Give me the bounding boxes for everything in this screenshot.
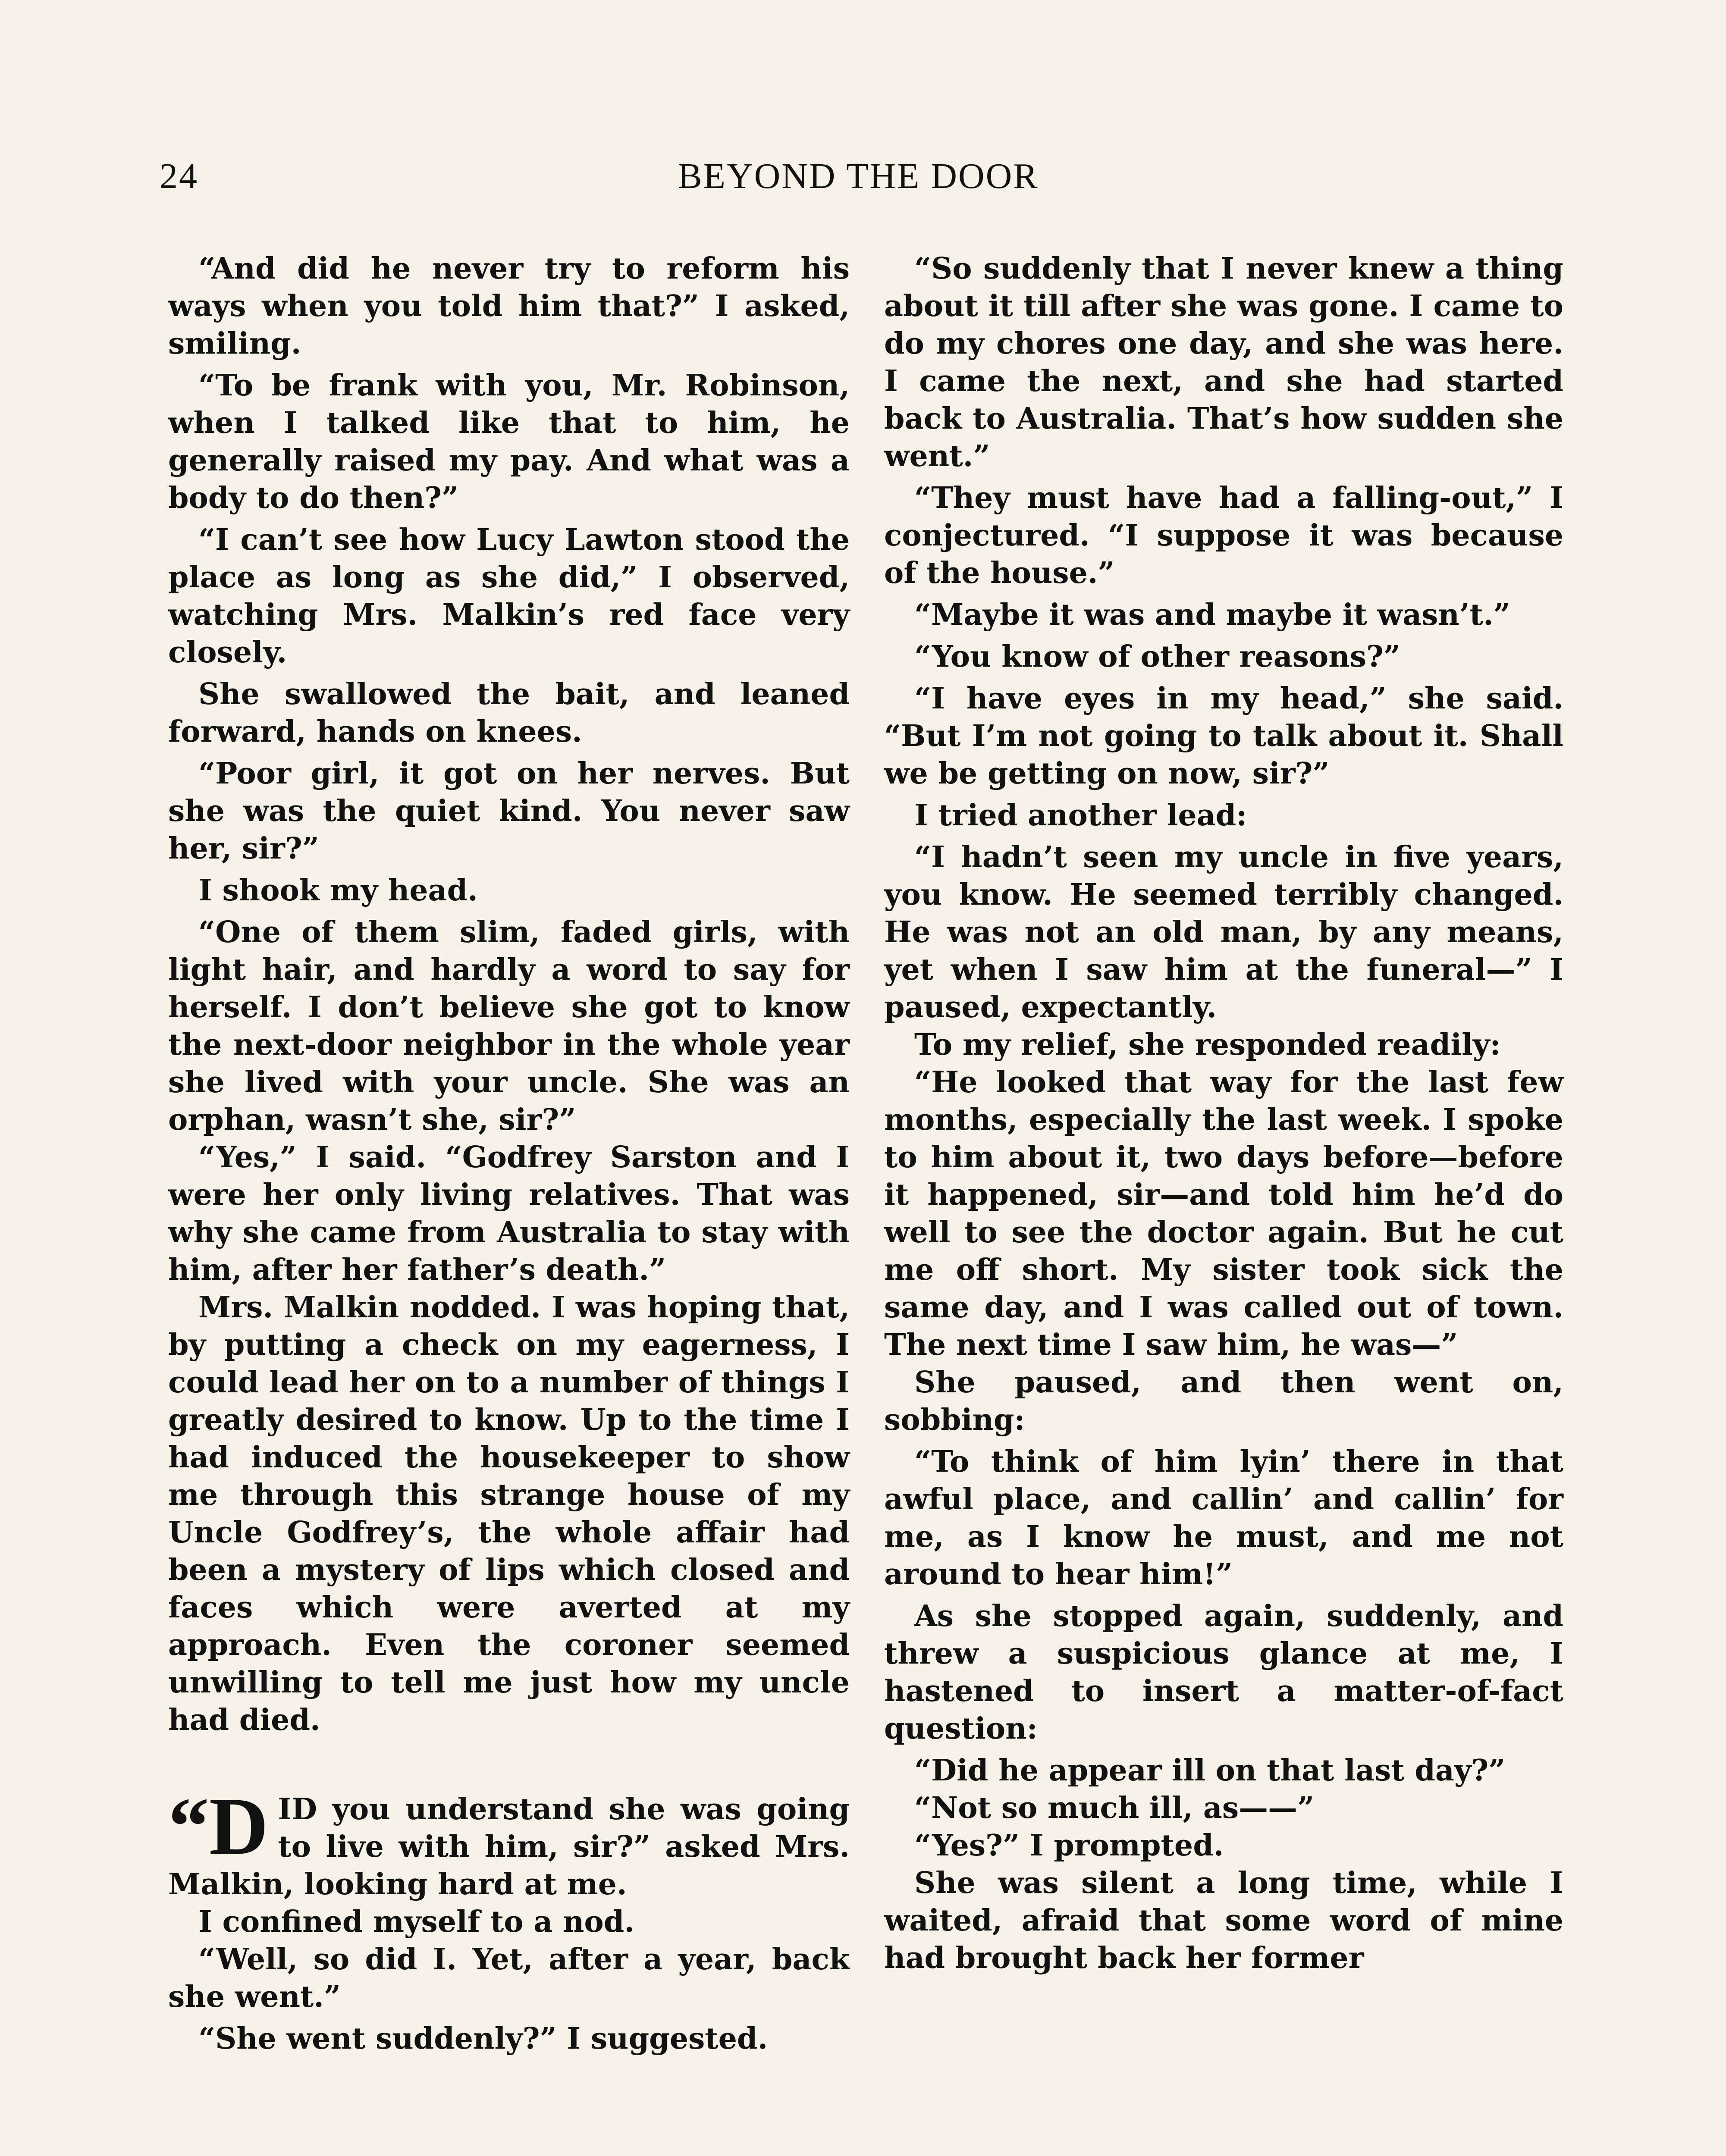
paragraph: “Not so much ill, as——”: [914, 1791, 1315, 1825]
left-column: [168, 246, 850, 2058]
paragraph: “You know of other reasons?”: [914, 639, 1400, 674]
dropcap-paragraph-text: ID you understand she was going to live with him, sir?” asked Mrs. Malkin, looking hard at me.: [168, 1792, 850, 1902]
paragraph: “They must have had a falling-out,” I conjectured. “I suppose it was because of the house.”: [884, 481, 1563, 590]
page-number: 24: [160, 156, 198, 196]
paragraph: “I have eyes in my head,” she said. “But I’m not going to talk about it. Shall we be getting on now, sir?”: [884, 681, 1563, 791]
paragraph: “Did he appear ill on that last day?”: [914, 1753, 1506, 1788]
drop-cap: “D: [168, 1781, 269, 1872]
paragraph: I confined myself to a nod.: [198, 1905, 635, 1939]
paragraph: “To be frank with you, Mr. Robinson, when I talked like that to him, he generally raised my pay. And what was a body to do then?”: [168, 368, 850, 515]
dropcap-paragraph: [168, 1781, 850, 1903]
paragraph: “And did he never try to reform his ways when you told him that?” I asked, smiling.: [168, 251, 850, 361]
paragraph: “So suddenly that I never knew a thing about it till after she was gone. I came to do my chores one day, and she was here. I came the next, and she had started back to Australia. That’s how sudden she went.”: [884, 251, 1563, 473]
paragraph: “Yes?” I prompted.: [914, 1828, 1224, 1863]
paragraph: I tried another lead:: [914, 798, 1247, 833]
page-header: [160, 155, 1557, 207]
paragraph: As she stopped again, suddenly, and threw a suspicious glance at me, I hastened to insert a matter-of-fact question:: [884, 1599, 1563, 1746]
section-break: [168, 1781, 850, 1903]
paragraph: Mrs. Malkin nodded. I was hoping that, by putting a check on my eagerness, I could lead her on to a number of things I greatly desired to know. Up to the time I had induced the housekeeper to show me through this strange house of my Uncle Godfrey’s, the whole affair had been a mystery of lips which closed and faces which were averted at my approach. Even the coroner seemed unwilling to tell me just how my uncle had died.: [168, 1290, 850, 1737]
paragraph: I shook my head.: [198, 873, 478, 908]
running-title: BEYOND THE DOOR: [678, 156, 1039, 196]
paragraph: She was silent a long time, while I waited, afraid that some word of mine had brought back her former: [884, 1866, 1563, 1975]
paragraph: “I can’t see how Lucy Lawton stood the place as long as she did,” I observed, watching Mrs. Malkin’s red face very closely.: [168, 523, 850, 670]
paragraph: “Maybe it was and maybe it wasn’t.”: [914, 598, 1510, 632]
paragraph: To my relief, she responded readily:: [914, 1028, 1501, 1062]
paragraph: “Yes,” I said. “Godfrey Sarston and I were her only living relatives. That was why she came from Australia to stay with him, after her father’s death.”: [168, 1140, 850, 1287]
paragraph: “Well, so did I. Yet, after a year, back she went.”: [168, 1942, 850, 2014]
paragraph: She paused, and then went on, sobbing:: [884, 1365, 1563, 1437]
paragraph: “I hadn’t seen my uncle in five years, you know. He seemed terribly changed. He was not an old man, by any means, yet when I saw him at the funeral—” I paused, expectantly.: [884, 840, 1563, 1025]
paragraph: “He looked that way for the last few months, especially the last week. I spoke to him about it, two days before—before it happened, sir—and told him he’d do well to see the doctor again. But he cut me off short. My sister took sick the same day, and I was called out of town. The next time I saw him, he was—”: [884, 1065, 1563, 1362]
paragraph: “One of them slim, faded girls, with light hair, and hardly a word to say for herself. I don’t believe she got to know the next-door neighbor in the whole year she lived with your uncle. She was an orphan, wasn’t she, sir?”: [168, 915, 850, 1137]
paragraph: “To think of him lyin’ there in that awful place, and callin’ and callin’ for me, as I know he must, and me not around to hear him!”: [884, 1445, 1563, 1592]
right-column: [884, 246, 1563, 1977]
paragraph: She swallowed the bait, and leaned forward, hands on knees.: [168, 677, 850, 749]
paragraph: “She went suddenly?” I suggested.: [198, 2021, 768, 2056]
paragraph: “Poor girl, it got on her nerves. But she was the quiet kind. You never saw her, sir?”: [168, 756, 850, 866]
